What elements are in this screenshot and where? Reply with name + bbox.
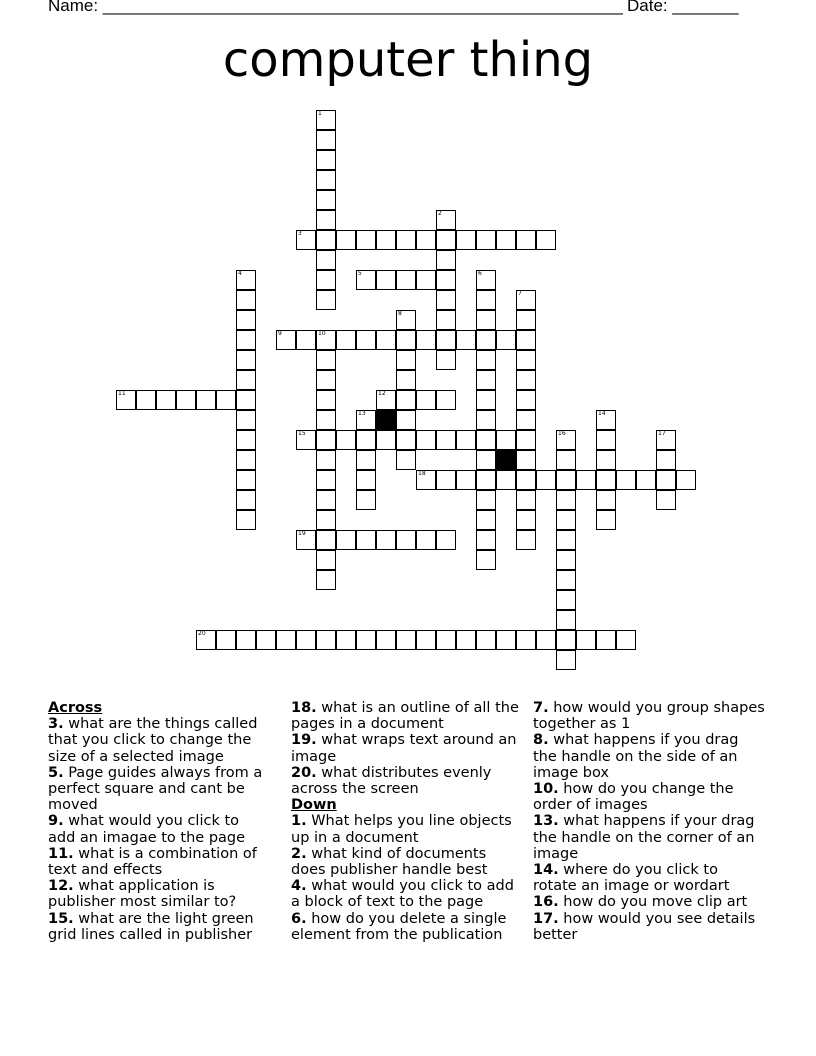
grid-cell[interactable] bbox=[456, 430, 476, 450]
clue-number: 4 bbox=[238, 270, 242, 277]
grid-cell[interactable] bbox=[316, 490, 336, 510]
clue-number: 11 bbox=[118, 390, 126, 397]
clue-item-number: 1. bbox=[291, 813, 307, 830]
grid-cell[interactable] bbox=[396, 410, 416, 430]
grid-cell[interactable] bbox=[416, 470, 436, 490]
down-heading: Down bbox=[291, 797, 337, 814]
clue-item bbox=[48, 813, 270, 845]
clue-number: 15 bbox=[298, 430, 306, 437]
clue-item-number: 7. bbox=[533, 700, 549, 716]
grid-cell[interactable] bbox=[556, 610, 576, 630]
grid-cell[interactable] bbox=[356, 450, 376, 470]
clue-item-text: what are the things called that you click to change the size of a selected image bbox=[48, 716, 258, 765]
grid-cell[interactable] bbox=[236, 330, 256, 350]
grid-cell[interactable] bbox=[556, 490, 576, 510]
grid-cell[interactable] bbox=[516, 350, 536, 370]
grid-cell[interactable] bbox=[316, 350, 336, 370]
clue-item-text: What helps you line objects up in a document bbox=[291, 813, 512, 846]
grid-cell[interactable] bbox=[596, 630, 616, 650]
clue-item-text: what distributes evenly across the screen bbox=[291, 764, 492, 798]
grid-cell[interactable] bbox=[516, 230, 536, 250]
grid-cell[interactable] bbox=[316, 550, 336, 570]
clue-item-number: 11. bbox=[48, 845, 74, 862]
grid-cell[interactable] bbox=[456, 230, 476, 250]
down-clue-list bbox=[291, 813, 523, 943]
grid-cell[interactable] bbox=[296, 530, 316, 550]
grid-cell[interactable] bbox=[556, 430, 576, 450]
grid-cell[interactable] bbox=[656, 490, 676, 510]
grid-cell[interactable] bbox=[436, 290, 456, 310]
grid-cell[interactable] bbox=[356, 490, 376, 510]
grid-cell[interactable] bbox=[316, 290, 336, 310]
black-cell bbox=[496, 450, 516, 470]
grid-cell[interactable] bbox=[596, 450, 616, 470]
date-field: Date: _______ bbox=[627, 0, 739, 15]
grid-cell[interactable] bbox=[476, 410, 496, 430]
clue-item-number: 5. bbox=[48, 764, 64, 781]
clue-item-text: Page guides always from a perfect square and cant be moved bbox=[48, 764, 263, 814]
grid-cell[interactable] bbox=[476, 490, 496, 510]
clue-item-number: 15. bbox=[48, 910, 74, 927]
grid-cell[interactable] bbox=[596, 490, 616, 510]
clue-item-text: what happens if your drag the handle on the corner of an image bbox=[533, 813, 755, 862]
grid-cell[interactable] bbox=[516, 630, 536, 650]
grid-cell[interactable] bbox=[516, 530, 536, 550]
grid-cell[interactable] bbox=[476, 370, 496, 390]
grid-cell[interactable] bbox=[456, 630, 476, 650]
clue-item bbox=[48, 846, 270, 878]
clue-number: 10 bbox=[318, 330, 326, 337]
grid-cell[interactable] bbox=[516, 330, 536, 350]
page-title: computer thing bbox=[222, 32, 594, 88]
grid-cell[interactable] bbox=[416, 330, 436, 350]
grid-cell[interactable] bbox=[476, 630, 496, 650]
clue-item-text: how do you delete a single element from the publication bbox=[291, 910, 507, 943]
grid-cell[interactable] bbox=[316, 230, 336, 250]
clue-item-number: 3. bbox=[48, 716, 64, 733]
grid-cell[interactable] bbox=[436, 210, 456, 230]
grid-cell[interactable] bbox=[596, 510, 616, 530]
grid-cell[interactable] bbox=[336, 330, 356, 350]
grid-cell[interactable] bbox=[476, 450, 496, 470]
grid-cell[interactable] bbox=[656, 470, 676, 490]
clue-item bbox=[533, 813, 765, 862]
grid-cell[interactable] bbox=[376, 630, 396, 650]
grid-cell[interactable] bbox=[536, 470, 556, 490]
clue-item bbox=[291, 765, 523, 797]
grid-cell[interactable] bbox=[596, 470, 616, 490]
clue-item bbox=[48, 911, 270, 943]
grid-cell[interactable] bbox=[396, 530, 416, 550]
grid-cell[interactable] bbox=[516, 370, 536, 390]
grid-cell[interactable] bbox=[436, 250, 456, 270]
grid-cell[interactable] bbox=[436, 230, 456, 250]
grid-cell[interactable] bbox=[576, 470, 596, 490]
grid-cell[interactable] bbox=[476, 290, 496, 310]
grid-cell[interactable] bbox=[256, 630, 276, 650]
grid-cell[interactable] bbox=[316, 410, 336, 430]
clue-item-number: 17. bbox=[533, 910, 559, 927]
clue-item bbox=[533, 732, 765, 781]
grid-cell[interactable] bbox=[556, 470, 576, 490]
grid-cell[interactable] bbox=[456, 470, 476, 490]
clue-item bbox=[48, 716, 270, 765]
grid-cell[interactable] bbox=[336, 630, 356, 650]
grid-cell[interactable] bbox=[316, 270, 336, 290]
grid-cell[interactable] bbox=[576, 630, 596, 650]
clue-item bbox=[533, 700, 765, 732]
grid-cell[interactable] bbox=[476, 330, 496, 350]
clue-item-number: 20. bbox=[291, 764, 317, 781]
grid-cell[interactable] bbox=[236, 270, 256, 290]
clue-item-number: 14. bbox=[533, 862, 559, 879]
across-clue-list bbox=[48, 716, 270, 943]
grid-cell[interactable] bbox=[476, 510, 496, 530]
grid-cell[interactable] bbox=[436, 390, 456, 410]
grid-cell[interactable] bbox=[436, 270, 456, 290]
grid-cell[interactable] bbox=[316, 330, 336, 350]
grid-cell[interactable] bbox=[356, 330, 376, 350]
grid-cell[interactable] bbox=[516, 290, 536, 310]
clue-item-number: 4. bbox=[291, 878, 307, 895]
grid-cell[interactable] bbox=[236, 430, 256, 450]
grid-cell[interactable] bbox=[176, 390, 196, 410]
clue-number: 18 bbox=[418, 470, 426, 477]
grid-cell[interactable] bbox=[476, 470, 496, 490]
clue-item bbox=[533, 781, 765, 813]
grid-cell[interactable] bbox=[476, 310, 496, 330]
name-field: Name: _______________________________________________________ bbox=[48, 0, 623, 15]
clue-number: 7 bbox=[518, 290, 522, 297]
grid-cell[interactable] bbox=[396, 270, 416, 290]
grid-cell[interactable] bbox=[396, 350, 416, 370]
grid-cell[interactable] bbox=[356, 630, 376, 650]
grid-cell[interactable] bbox=[376, 230, 396, 250]
grid-cell[interactable] bbox=[616, 630, 636, 650]
grid-cell[interactable] bbox=[316, 190, 336, 210]
grid-cell[interactable] bbox=[336, 430, 356, 450]
across-clue-list-continued bbox=[291, 700, 523, 797]
clue-item bbox=[291, 813, 523, 845]
grid-cell[interactable] bbox=[236, 410, 256, 430]
grid-cell[interactable] bbox=[316, 430, 336, 450]
clue-item-text: what would you click to add an imagae to the page bbox=[48, 813, 246, 846]
grid-cell[interactable] bbox=[556, 630, 576, 650]
clue-item bbox=[291, 846, 523, 878]
grid-cell[interactable] bbox=[536, 230, 556, 250]
grid-cell[interactable] bbox=[316, 570, 336, 590]
grid-cell[interactable] bbox=[516, 490, 536, 510]
grid-cell[interactable] bbox=[236, 310, 256, 330]
grid-cell[interactable] bbox=[236, 350, 256, 370]
grid-cell[interactable] bbox=[476, 530, 496, 550]
grid-cell[interactable] bbox=[656, 450, 676, 470]
clue-item-text: how would you group shapes together as 1 bbox=[533, 700, 765, 733]
clue-item-number: 16. bbox=[533, 894, 559, 911]
grid-cell[interactable] bbox=[516, 310, 536, 330]
grid-cell[interactable] bbox=[516, 410, 536, 430]
down-clue-list-continued bbox=[533, 700, 765, 943]
clues-column-1 bbox=[48, 700, 270, 943]
clue-number: 3 bbox=[298, 230, 302, 237]
grid-cell[interactable] bbox=[516, 470, 536, 490]
clue-number: 14 bbox=[598, 410, 606, 417]
clue-item-number: 9. bbox=[48, 813, 64, 830]
grid-cell[interactable] bbox=[396, 230, 416, 250]
grid-cell[interactable] bbox=[136, 390, 156, 410]
clue-item bbox=[533, 894, 765, 910]
clue-item-text: how do you change the order of images bbox=[533, 781, 734, 814]
clue-item-number: 2. bbox=[291, 845, 307, 862]
clue-number: 20 bbox=[198, 630, 206, 637]
clue-item-text: where do you click to rotate an image or wordart bbox=[533, 862, 730, 895]
grid-cell[interactable] bbox=[636, 470, 656, 490]
clue-item-number: 6. bbox=[291, 910, 307, 927]
clue-item-text: what happens if you drag the handle on the side of an image box bbox=[533, 732, 739, 781]
grid-cell[interactable] bbox=[316, 150, 336, 170]
grid-cell[interactable] bbox=[556, 590, 576, 610]
grid-cell[interactable] bbox=[356, 270, 376, 290]
across-heading: Across bbox=[48, 700, 103, 716]
clue-item bbox=[48, 878, 270, 910]
grid-cell[interactable] bbox=[436, 470, 456, 490]
clue-number: 8 bbox=[398, 310, 402, 317]
grid-cell[interactable] bbox=[396, 430, 416, 450]
grid-cell[interactable] bbox=[296, 230, 316, 250]
grid-cell[interactable] bbox=[376, 330, 396, 350]
clue-item bbox=[533, 862, 765, 894]
clue-item-number: 19. bbox=[291, 732, 317, 749]
grid-cell[interactable] bbox=[276, 330, 296, 350]
grid-cell[interactable] bbox=[416, 390, 436, 410]
grid-cell[interactable] bbox=[276, 630, 296, 650]
grid-cell[interactable] bbox=[216, 390, 236, 410]
grid-cell[interactable] bbox=[316, 130, 336, 150]
grid-cell[interactable] bbox=[476, 550, 496, 570]
clue-item-text: what is a combination of text and effects bbox=[48, 845, 257, 879]
grid-cell[interactable] bbox=[316, 170, 336, 190]
clue-number: 1 bbox=[318, 110, 322, 117]
grid-cell[interactable] bbox=[396, 450, 416, 470]
grid-cell[interactable] bbox=[236, 370, 256, 390]
clue-item bbox=[533, 911, 765, 943]
grid-cell[interactable] bbox=[316, 630, 336, 650]
clue-item bbox=[291, 911, 523, 943]
grid-cell[interactable] bbox=[236, 390, 256, 410]
grid-cell[interactable] bbox=[476, 390, 496, 410]
grid-cell[interactable] bbox=[556, 570, 576, 590]
grid-cell[interactable] bbox=[496, 470, 516, 490]
grid-cell[interactable] bbox=[436, 310, 456, 330]
grid-cell[interactable] bbox=[496, 230, 516, 250]
clue-item-number: 13. bbox=[533, 813, 559, 830]
grid-cell[interactable] bbox=[376, 430, 396, 450]
grid-cell[interactable] bbox=[436, 330, 456, 350]
grid-cell[interactable] bbox=[336, 230, 356, 250]
grid-cell[interactable] bbox=[296, 630, 316, 650]
grid-cell[interactable] bbox=[236, 450, 256, 470]
grid-cell[interactable] bbox=[416, 230, 436, 250]
clue-item-text: what kind of documents does publisher handle best bbox=[291, 845, 488, 879]
clue-item-number: 10. bbox=[533, 781, 559, 798]
grid-cell[interactable] bbox=[656, 430, 676, 450]
grid-cell[interactable] bbox=[316, 210, 336, 230]
grid-cell[interactable] bbox=[316, 390, 336, 410]
grid-cell[interactable] bbox=[396, 310, 416, 330]
grid-cell[interactable] bbox=[396, 390, 416, 410]
grid-cell[interactable] bbox=[396, 370, 416, 390]
clue-item-number: 18. bbox=[291, 700, 317, 716]
grid-cell[interactable] bbox=[236, 470, 256, 490]
grid-cell[interactable] bbox=[556, 510, 576, 530]
clue-number: 16 bbox=[558, 430, 566, 437]
grid-cell[interactable] bbox=[356, 530, 376, 550]
grid-cell[interactable] bbox=[416, 270, 436, 290]
clue-number: 2 bbox=[438, 210, 442, 217]
grid-cell[interactable] bbox=[616, 470, 636, 490]
grid-cell[interactable] bbox=[476, 430, 496, 450]
grid-cell[interactable] bbox=[236, 510, 256, 530]
grid-cell[interactable] bbox=[356, 410, 376, 430]
grid-cell[interactable] bbox=[556, 550, 576, 570]
clue-item-text: how do you move clip art bbox=[558, 894, 748, 911]
grid-cell[interactable] bbox=[236, 290, 256, 310]
grid-cell[interactable] bbox=[356, 230, 376, 250]
grid-cell[interactable] bbox=[496, 630, 516, 650]
clue-item-number: 12. bbox=[48, 878, 74, 895]
grid-cell[interactable] bbox=[336, 530, 356, 550]
clue-number: 17 bbox=[658, 430, 666, 437]
grid-cell[interactable] bbox=[436, 530, 456, 550]
grid-cell[interactable] bbox=[596, 410, 616, 430]
grid-cell[interactable] bbox=[116, 390, 136, 410]
grid-cell[interactable] bbox=[316, 110, 336, 130]
clues-column-2 bbox=[291, 700, 523, 943]
grid-cell[interactable] bbox=[416, 630, 436, 650]
grid-cell[interactable] bbox=[316, 370, 336, 390]
grid-cell[interactable] bbox=[356, 470, 376, 490]
grid-cell[interactable] bbox=[496, 330, 516, 350]
grid-cell[interactable] bbox=[416, 530, 436, 550]
clue-number: 9 bbox=[278, 330, 282, 337]
clue-number: 6 bbox=[478, 270, 482, 277]
grid-cell[interactable] bbox=[396, 630, 416, 650]
clue-item bbox=[291, 732, 523, 764]
grid-cell[interactable] bbox=[476, 350, 496, 370]
grid-cell[interactable] bbox=[156, 390, 176, 410]
grid-cell[interactable] bbox=[316, 450, 336, 470]
clue-item bbox=[48, 765, 270, 814]
grid-cell[interactable] bbox=[316, 470, 336, 490]
grid-cell[interactable] bbox=[456, 330, 476, 350]
grid-cell[interactable] bbox=[296, 430, 316, 450]
grid-cell[interactable] bbox=[556, 450, 576, 470]
grid-cell[interactable] bbox=[436, 630, 456, 650]
grid-cell[interactable] bbox=[676, 470, 696, 490]
grid-cell[interactable] bbox=[536, 630, 556, 650]
grid-cell[interactable] bbox=[436, 350, 456, 370]
grid-cell[interactable] bbox=[196, 390, 216, 410]
grid-cell[interactable] bbox=[516, 510, 536, 530]
grid-cell[interactable] bbox=[316, 510, 336, 530]
black-cell bbox=[376, 410, 396, 430]
clue-number: 19 bbox=[298, 530, 306, 537]
grid-cell[interactable] bbox=[236, 630, 256, 650]
grid-cell[interactable] bbox=[396, 330, 416, 350]
clues-column-3 bbox=[533, 700, 765, 943]
clue-item-text: what are the light green grid lines called in publisher bbox=[48, 910, 254, 943]
grid-cell[interactable] bbox=[476, 270, 496, 290]
grid-cell[interactable] bbox=[356, 430, 376, 450]
grid-cell[interactable] bbox=[236, 490, 256, 510]
grid-cell[interactable] bbox=[416, 430, 436, 450]
clue-item bbox=[291, 878, 523, 910]
grid-cell[interactable] bbox=[516, 390, 536, 410]
grid-cell[interactable] bbox=[496, 430, 516, 450]
clue-item-number: 8. bbox=[533, 732, 549, 749]
grid-cell[interactable] bbox=[556, 530, 576, 550]
grid-cell[interactable] bbox=[596, 430, 616, 450]
grid-cell[interactable] bbox=[516, 430, 536, 450]
grid-cell[interactable] bbox=[376, 530, 396, 550]
clue-number: 12 bbox=[378, 390, 386, 397]
grid-cell[interactable] bbox=[376, 390, 396, 410]
grid-cell[interactable] bbox=[436, 430, 456, 450]
clue-number: 5 bbox=[358, 270, 362, 277]
grid-cell[interactable] bbox=[296, 330, 316, 350]
grid-cell[interactable] bbox=[216, 630, 236, 650]
grid-cell[interactable] bbox=[516, 450, 536, 470]
grid-cell[interactable] bbox=[196, 630, 216, 650]
clue-item-text: what is an outline of all the pages in a document bbox=[291, 700, 519, 733]
grid-cell[interactable] bbox=[556, 650, 576, 670]
grid-cell[interactable] bbox=[376, 270, 396, 290]
grid-cell[interactable] bbox=[316, 250, 336, 270]
clue-number: 13 bbox=[358, 410, 366, 417]
clue-item-text: what would you click to add a block of text to the page bbox=[291, 878, 514, 911]
clue-item bbox=[291, 700, 523, 732]
grid-cell[interactable] bbox=[316, 530, 336, 550]
clue-item-text: what application is publisher most similar to? bbox=[48, 878, 237, 911]
clue-item-text: how would you see details better bbox=[533, 910, 756, 943]
clue-item-text: what wraps text around an image bbox=[291, 732, 517, 765]
grid-cell[interactable] bbox=[476, 230, 496, 250]
